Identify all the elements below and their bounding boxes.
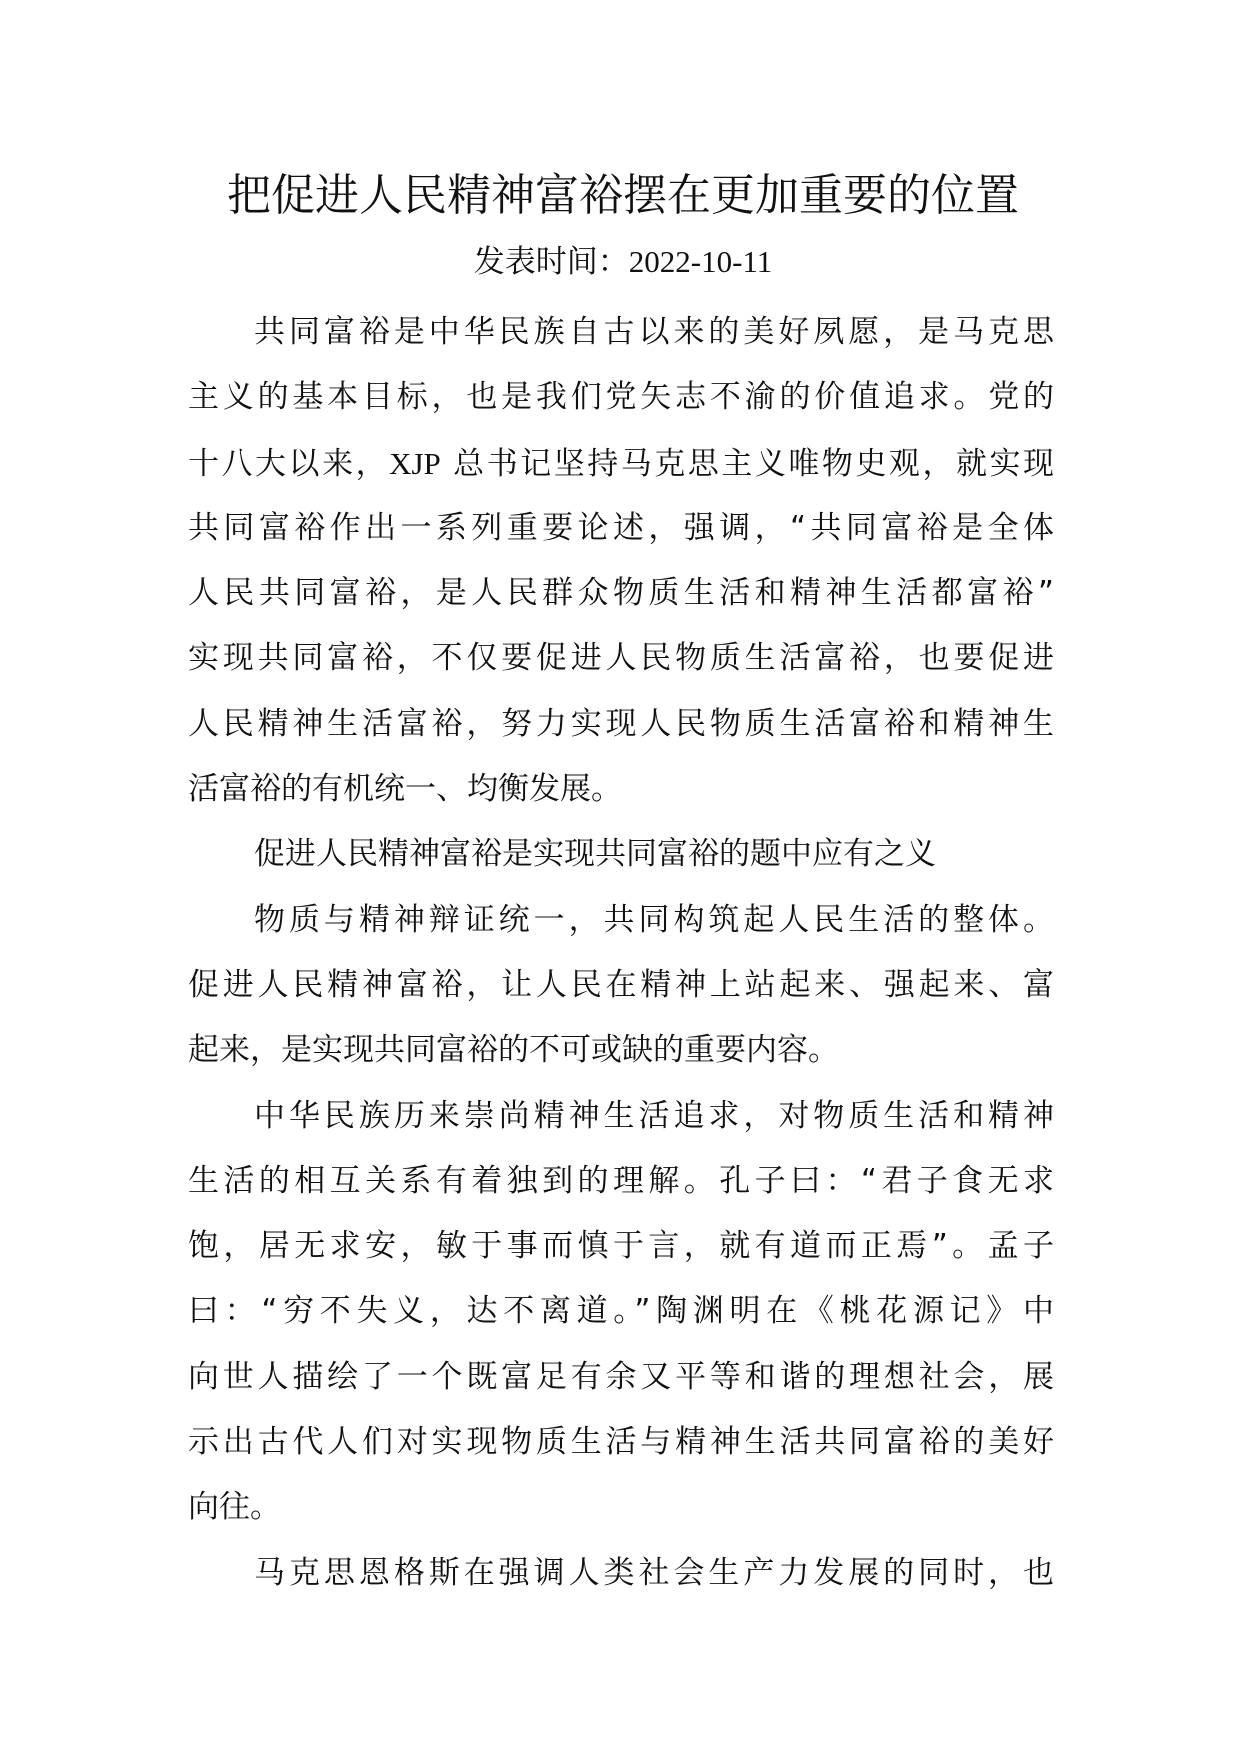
text-line: 马克思恩格斯在强调人类社会生产力发展的同时，也: [254, 1554, 1054, 1591]
text-line: 饱，居无求安，敏于事而慎于言，就有道而正焉”。孟子: [188, 1228, 1054, 1265]
publish-date-value: 2022-10-11: [628, 244, 773, 279]
text-line: 示出古代人们对实现物质生活与精神生活共同富裕的美好: [188, 1424, 1054, 1461]
text-line: 人民精神生活富裕，努力实现人民物质生活富裕和精神生: [188, 705, 1054, 742]
text-line: 促进人民精神富裕，让人民在精神上站起来、强起来、富: [188, 966, 1054, 1003]
text-line: 生活的相互关系有着独到的理解。孔子曰：“君子食无求: [188, 1162, 1054, 1199]
text-line: 活富裕的有机统一、均衡发展。: [188, 771, 622, 808]
text-line: 十八大以来，XJP 总书记坚持马克思主义唯物史观，就实现: [188, 445, 1054, 482]
text-line: 实现共同富裕，不仅要促进人民物质生活富裕，也要促进: [188, 640, 1054, 677]
text-line: 促进人民精神富裕是实现共同富裕的题中应有之义: [254, 836, 936, 873]
text-line: 共同富裕是中华民族自古以来的美好夙愿，是马克思: [254, 314, 1054, 350]
text-line: 物质与精神辩证统一，共同构筑起人民生活的整体。: [254, 901, 1054, 938]
text-line: 共同富裕作出一系列重要论述，强调，“共同富裕是全体: [188, 509, 1054, 546]
article-body: [188, 300, 1054, 1606]
text-line: 人民共同富裕，是人民群众物质生活和精神生活都富裕”: [188, 575, 1054, 612]
text-line: 起来，是实现共同富裕的不可或缺的重要内容。: [188, 1032, 839, 1069]
publish-date: [188, 240, 1058, 284]
text-line: 主义的基本目标，也是我们党矢志不渝的价值追求。党的: [188, 379, 1054, 416]
text-line: 向世人描绘了一个既富足有余又平等和谐的理想社会，展: [188, 1358, 1054, 1395]
document-title: 把促进人民精神富裕摆在更加重要的位置: [227, 170, 1019, 221]
publish-date-label: 发表时间：: [473, 244, 629, 280]
text-line: 中华民族历来崇尚精神生活追求，对物质生活和精神: [254, 1097, 1054, 1134]
text-line: 曰：“穷不失义，达不离道。”陶渊明在《桃花源记》中: [188, 1293, 1054, 1330]
text-line: 向往。: [188, 1489, 281, 1526]
